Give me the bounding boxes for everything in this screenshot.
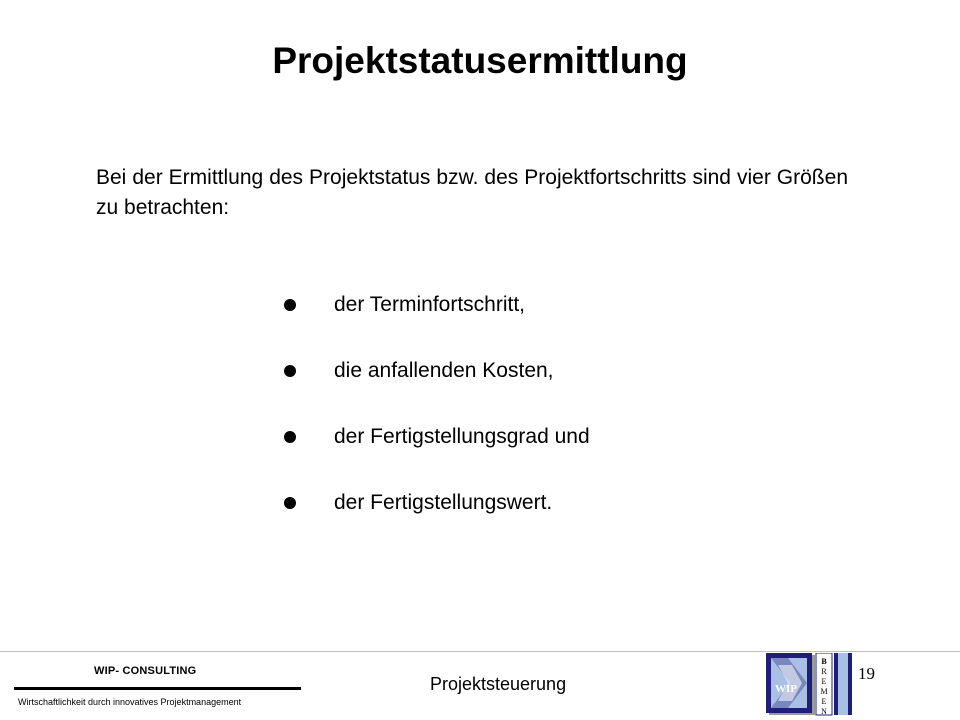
list-item bbox=[276, 354, 590, 387]
bullet-list bbox=[276, 288, 590, 552]
logo-text: WIP bbox=[775, 683, 797, 695]
page-number: 19 bbox=[858, 664, 875, 683]
bullet-text: der Fertigstellungswert. bbox=[334, 490, 553, 514]
bullet-text: der Fertigstellungsgrad und bbox=[334, 424, 590, 448]
logo-city-letter: N bbox=[821, 707, 827, 716]
bullet-icon bbox=[284, 497, 296, 509]
bullet-icon bbox=[284, 431, 296, 443]
logo-city-letter: R bbox=[821, 667, 827, 676]
logo-right-bar-inner bbox=[838, 653, 848, 715]
bullet-text: der Terminfortschritt, bbox=[334, 292, 525, 316]
footer-section-title: Projektsteuerung bbox=[430, 674, 567, 694]
intro-text: Bei der Ermittlung des Projektstatus bzw. des Projektfortschritts sind vier Größen zu betrachten: bbox=[96, 166, 848, 219]
bullet-icon bbox=[284, 365, 296, 377]
footer-divider bbox=[0, 651, 960, 652]
footer-slogan: Wirtschaftlichkeit durch innovatives Projektmanagement bbox=[18, 697, 242, 707]
wip-bremen-logo bbox=[766, 653, 854, 717]
footer-rule bbox=[14, 687, 301, 690]
logo-city-letter: M bbox=[820, 687, 828, 696]
footer-company-name: WIP- CONSULTING bbox=[94, 665, 197, 677]
logo-city-letter: E bbox=[821, 677, 827, 686]
list-item bbox=[276, 420, 590, 453]
logo-city-letter: B bbox=[821, 657, 827, 666]
bullet-text: die anfallenden Kosten, bbox=[334, 358, 554, 382]
logo-city-letter: E bbox=[821, 697, 827, 706]
slide-title: Projektstatusermittlung bbox=[272, 40, 688, 81]
bullet-icon bbox=[284, 299, 296, 311]
list-item bbox=[276, 288, 590, 321]
list-item bbox=[276, 486, 590, 519]
